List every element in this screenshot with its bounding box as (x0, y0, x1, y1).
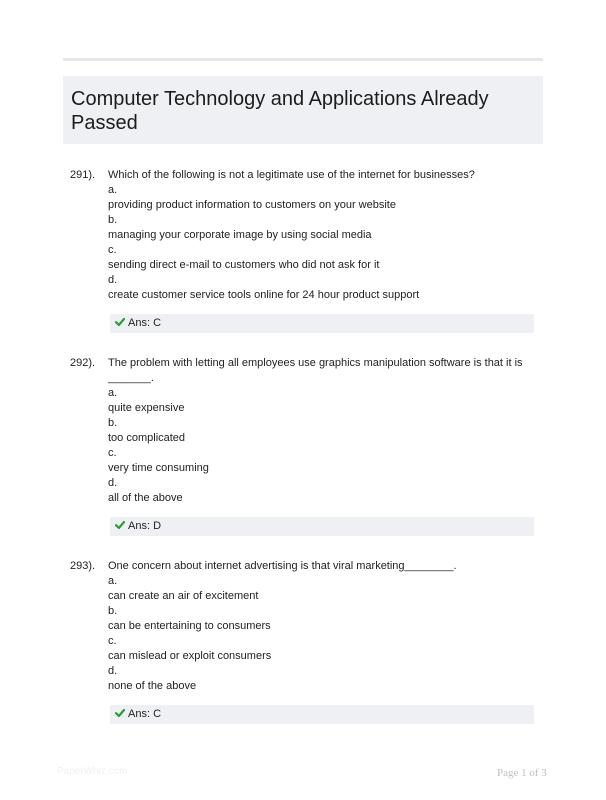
option-text: providing product information to customers on your website (108, 199, 396, 211)
option-text: very time consuming (108, 462, 209, 474)
option-letter: b. (108, 417, 118, 429)
option-item (108, 476, 538, 506)
option-item (108, 574, 538, 604)
answer-bar (110, 705, 534, 724)
answer-text: Ans: D (128, 520, 162, 532)
question-body (108, 168, 538, 303)
option-item (108, 446, 538, 476)
answer-text: Ans: C (128, 708, 162, 720)
option-text: can mislead or exploit consumers (108, 650, 272, 662)
page-title: Computer Technology and Applications Already Passed (71, 88, 489, 134)
check-icon (115, 708, 125, 718)
page-indicator: Page 1 of 3 (497, 767, 547, 779)
option-letter: d. (108, 665, 118, 677)
option-letter: a. (108, 184, 118, 196)
option-letter: c. (108, 635, 117, 647)
option-list (108, 183, 538, 303)
option-text: too complicated (108, 432, 186, 444)
option-item (108, 416, 538, 446)
option-item (108, 664, 538, 694)
option-letter: d. (108, 477, 118, 489)
answer-bar (110, 314, 534, 333)
option-item (108, 183, 538, 213)
answer-text: Ans: C (128, 317, 162, 329)
top-divider (63, 58, 543, 61)
answer-bar (110, 517, 534, 536)
question-text: Which of the following is not a legitimate use of the internet for businesses? (108, 169, 475, 181)
question-number: 292). (70, 357, 96, 369)
option-item (108, 243, 538, 273)
option-text: managing your corporate image by using social media (108, 229, 372, 241)
option-letter: c. (108, 244, 117, 256)
option-text: quite expensive (108, 402, 185, 414)
option-letter: b. (108, 605, 118, 617)
title-banner (63, 76, 543, 144)
option-text: create customer service tools online for 24 hour product support (108, 289, 420, 301)
option-letter: a. (108, 575, 118, 587)
question-body (108, 559, 538, 694)
option-letter: c. (108, 447, 117, 459)
option-item (108, 273, 538, 303)
option-text: can create an air of excitement (108, 590, 259, 602)
option-text: can be entertaining to consumers (108, 620, 271, 632)
option-letter: a. (108, 387, 118, 399)
question-body (108, 356, 538, 506)
question-number: 293). (70, 560, 96, 572)
check-icon (115, 317, 125, 327)
option-text: none of the above (108, 680, 197, 692)
option-letter: b. (108, 214, 118, 226)
option-list (108, 574, 538, 694)
option-text: sending direct e-mail to customers who did not ask for it (108, 259, 380, 271)
option-item (108, 634, 538, 664)
option-item (108, 213, 538, 243)
option-text: all of the above (108, 492, 183, 504)
option-item (108, 386, 538, 416)
option-item (108, 604, 538, 634)
option-letter: d. (108, 274, 118, 286)
option-list (108, 386, 538, 506)
watermark-text: PaperWhiz.com (57, 766, 128, 777)
question-text: The problem with letting all employees use graphics manipulation software is that it is _______. (108, 357, 523, 384)
question-number: 291). (70, 169, 96, 181)
check-icon (115, 520, 125, 530)
question-text: One concern about internet advertising is that viral marketing________. (108, 560, 457, 572)
